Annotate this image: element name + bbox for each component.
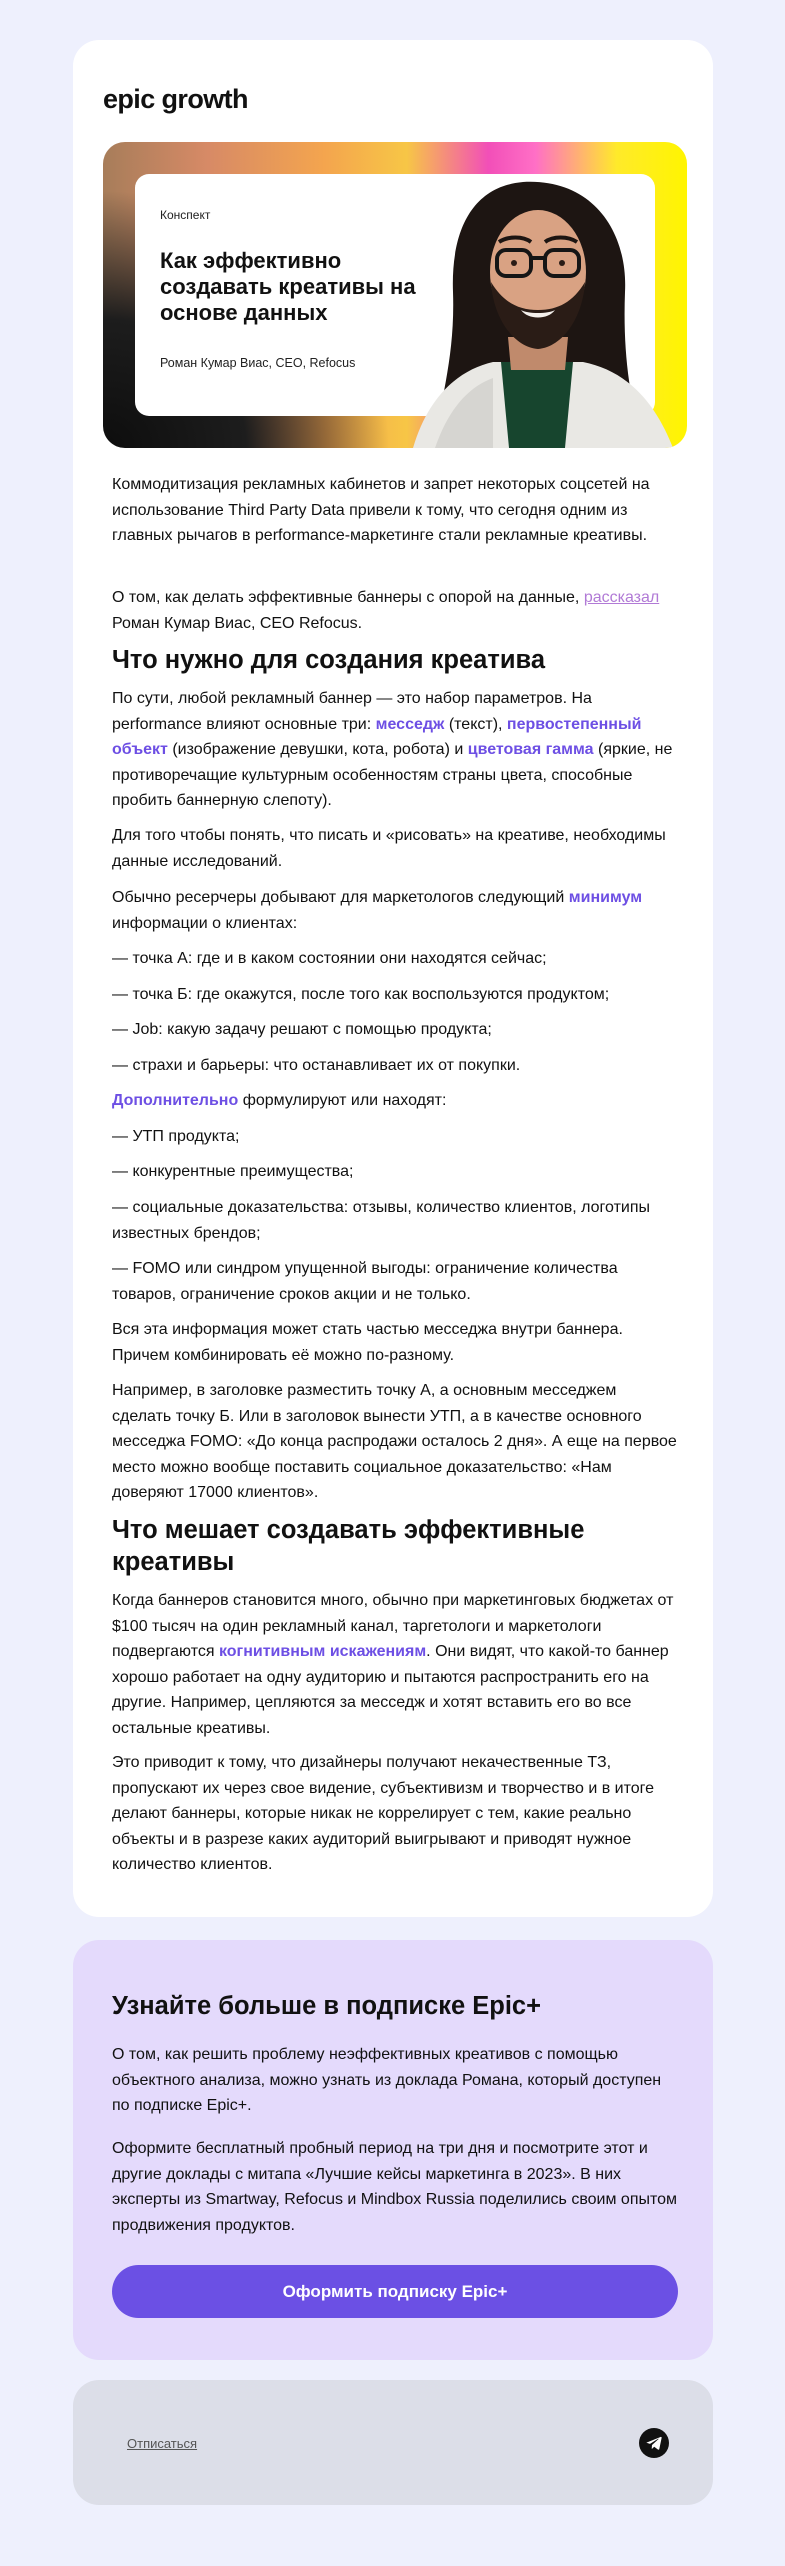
text-fragment: Когда баннеров становится много, обычно при маркетинговых бюджетах от $100 тысяч на один рекламный канал, таргетологи и маркетологи подвергаются: [112, 1592, 674, 1661]
text-fragment: формулируют или находят:: [242, 1092, 447, 1109]
source-link[interactable]: рассказал: [583, 589, 660, 606]
text-fragment: (текст),: [448, 715, 503, 733]
paper-plane-glyph: [639, 2428, 669, 2458]
section1-paragraph-2: Для того чтобы понять, что писать и «рисовать» на креативе, необходимы данные исследований.: [112, 827, 666, 870]
text-fragment: информации о клиентах:: [112, 914, 298, 932]
banner-kicker: Конспект: [160, 208, 211, 222]
footer-card: [73, 2380, 713, 2505]
unsubscribe-link[interactable]: Отписаться: [127, 2436, 198, 2451]
subscription-promo-card: [73, 1940, 713, 2360]
list-item: — точка Б: где окажутся, после того как воспользуются продуктом;: [112, 986, 610, 1003]
section1-paragraph-1: [112, 686, 678, 814]
text-fragment: По сути, любой рекламный баннер — это набор параметров. На performance влияют основные три:: [112, 690, 592, 733]
list-item: — конкурентные преимущества;: [112, 1163, 354, 1180]
text-fragment: . Они видят, что какой-то баннер хорошо работает на одну аудиторию и пытаются распространить его на другие. Например, цепляются за месседж и хотят вставить его во все остальные креативы.: [112, 1643, 669, 1737]
section1-heading: Что нужно для создания креатива: [112, 646, 546, 674]
promo-paragraph-2: Оформите бесплатный пробный период на три дня и посмотрите этот и другие доклады с митапа «Лучшие кейсы маркетинга в 2023». В них эксперты из Smartway, Refocus и Mindbox Russia поделились своим опытом продвижения продуктов.: [112, 2140, 678, 2234]
section1-paragraph-4: [112, 1088, 678, 1114]
highlight-message: месседж: [375, 715, 445, 733]
list-item: — FOMO или синдром упущенной выгоды: ограничение количества товаров, ограничение сроков акции и не только.: [112, 1260, 618, 1303]
section1-paragraph-6: Например, в заголовке разместить точку А, а основным месседжем сделать точку Б. Или в заголовок вынести УТП, а в качестве основного месседжа FOMO: «До конца распродажи осталось 2 дня». А еще на первое место можно вообще поставить социальное доказательство: «Нам доверяют 17000 клиентов».: [112, 1382, 677, 1502]
list-item: — Job: какую задачу решают с помощью продукта;: [112, 1021, 492, 1038]
telegram-icon[interactable]: [639, 2428, 669, 2458]
source-paragraph: [112, 585, 678, 636]
promo-paragraph-1: О том, как решить проблему неэффективных креативов с помощью объектного анализа, можно узнать из доклада Романа, который доступен по подписке Epic+.: [112, 2046, 662, 2115]
section2-heading: Что мешает создавать эффективные креативы: [112, 1516, 585, 1576]
article-card: [73, 40, 713, 1917]
subscribe-button[interactable]: Оформить подписку Epic+: [112, 2265, 678, 2318]
source-text-before: О том, как делать эффективные баннеры с опорой на данные,: [112, 589, 580, 606]
intro-paragraph: Коммодитизация рекламных кабинетов и запрет некоторых соцсетей на использование Third Party Data привели к тому, что сегодня одним из главных рычагов в performance-маркетинге стали рекламные креативы.: [112, 476, 650, 545]
text-fragment: (яркие, не противоречащие культурным особенностям страны цвета, способные пробить баннерную слепоту).: [112, 741, 673, 810]
epic-growth-logo[interactable]: epic growth: [103, 84, 248, 114]
list-item: — социальные доказательства: отзывы, количество клиентов, логотипы известных брендов;: [112, 1199, 651, 1242]
list-item: — точка А: где и в каком состоянии они находятся сейчас;: [112, 950, 547, 967]
list-item: — УТП продукта;: [112, 1128, 240, 1145]
highlight-minimum: минимум: [568, 889, 643, 906]
article-banner: [103, 142, 687, 448]
section2-paragraph-2: Это приводит к тому, что дизайнеры получают некачественные ТЗ, пропускают их через свое видение, субъективизм и творчество и в итоге делают баннеры, которые никак не коррелирует с тем, какие реально объекты и в разрезе каких аудиторий выигрывают и приводят нужное количество клиентов.: [112, 1754, 655, 1874]
section1-paragraph-3: [112, 885, 678, 936]
promo-heading: Узнайте больше в подписке Epic+: [112, 1992, 541, 2020]
speaker-portrait: [373, 142, 687, 448]
highlight-cognitive-bias: когнитивным искажениям: [218, 1643, 427, 1661]
banner-title: Как эффективно создавать креативы на основе данных: [160, 248, 416, 325]
highlight-additionally: Дополнительно: [112, 1092, 239, 1109]
source-text-after: Роман Кумар Виас, CEO Refocus.: [112, 614, 363, 632]
section2-paragraph-1: [112, 1588, 678, 1742]
text-fragment: (изображение девушки, кота, робота) и: [172, 741, 464, 759]
list-item: — страхи и барьеры: что останавливает их от покупки.: [112, 1057, 521, 1074]
highlight-color-scheme: цветовая гамма: [467, 741, 594, 759]
text-fragment: Обычно ресерчеры добывают для маркетологов следующий: [112, 889, 565, 906]
highlight-primary-object: первостепенный объект: [112, 715, 642, 759]
banner-author: Роман Кумар Виас, CEO, Refocus: [160, 356, 356, 370]
section1-paragraph-5: Вся эта информация может стать частью месседжа внутри баннера. Причем комбинировать её можно по-разному.: [112, 1321, 623, 1364]
